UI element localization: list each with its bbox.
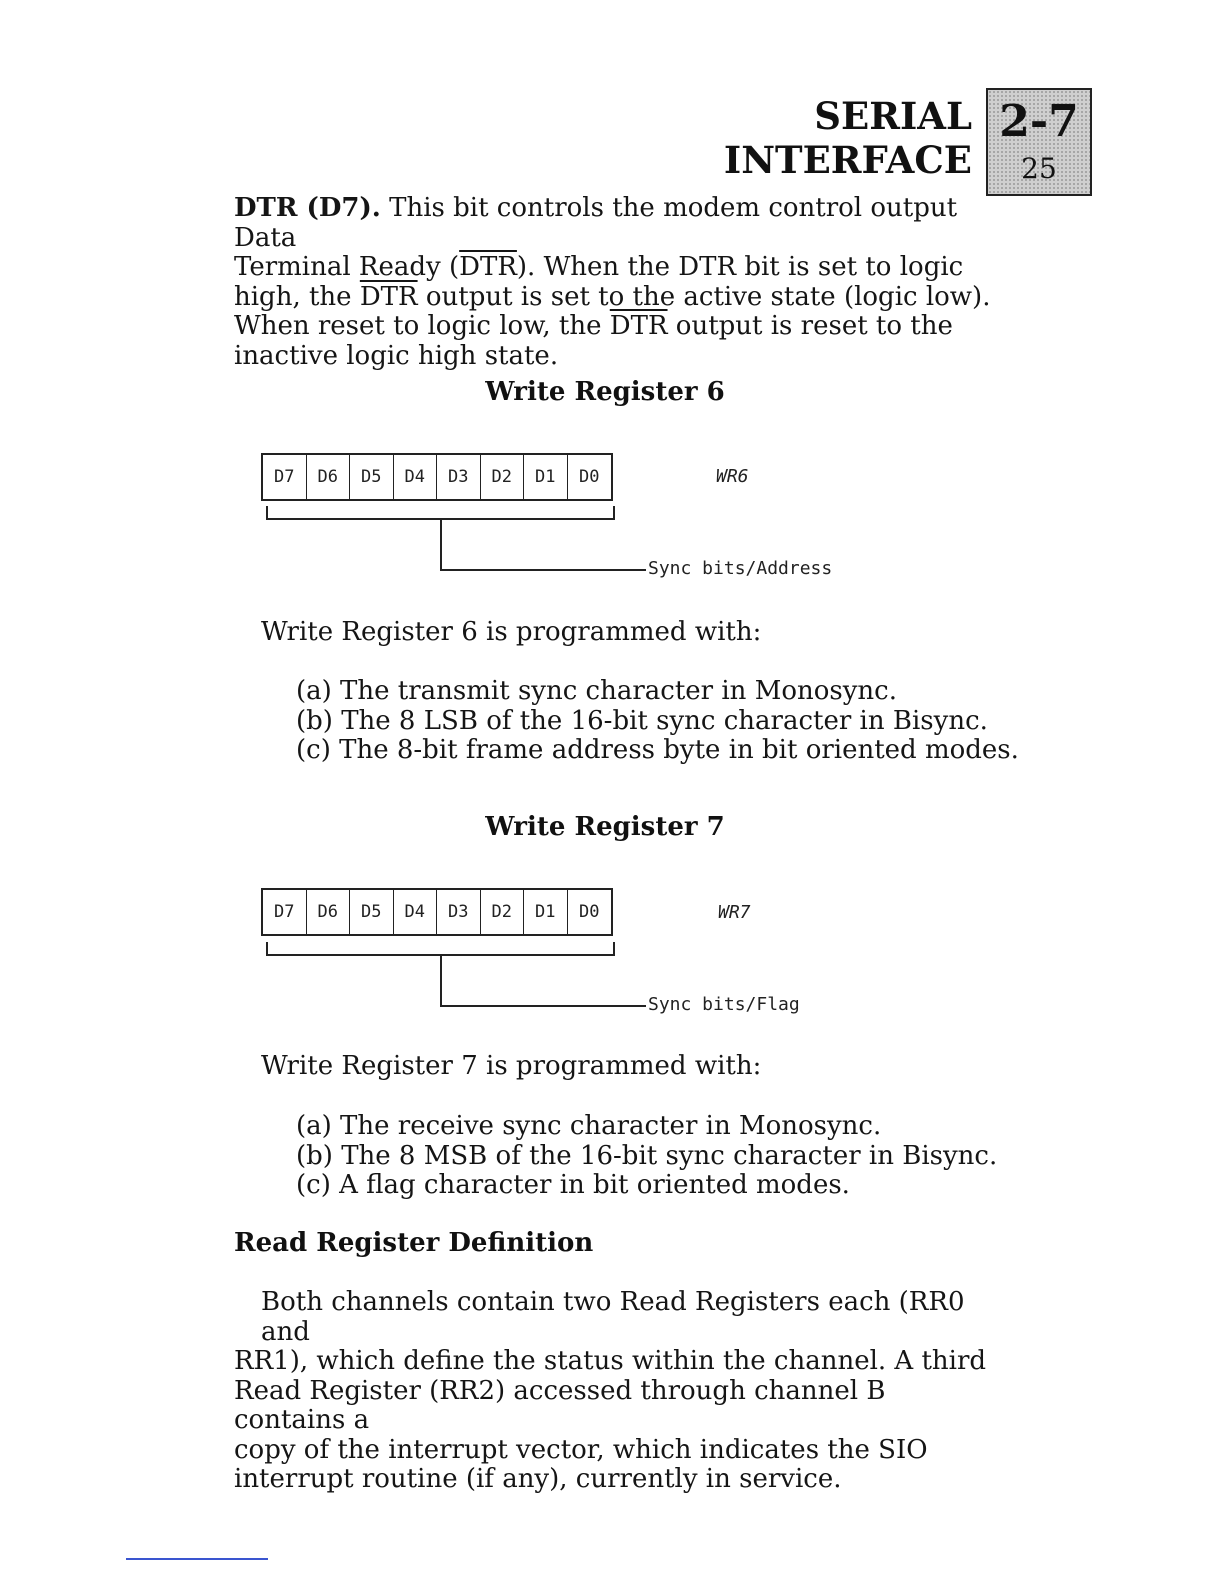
paragraph-line: Both channels contain two Read Registers each (RR0 and [261,1287,965,1347]
paragraph-line: Read Register (RR2) accessed through channel B contains a [234,1375,886,1435]
section-tab [986,88,1092,196]
list-item: (c) The 8-bit frame address byte in bit oriented modes. [296,735,1019,765]
wr7-callout-label: Sync bits/Flag [648,994,800,1015]
dtr-overline: $\overline{DTR}$ [359,281,418,312]
page-title: SERIAL INTERFACE [723,94,972,182]
dtr-overline: $\overline{DTR}$ [609,311,668,341]
list-item: (b) The 8 LSB of the 16-bit sync character in Bisync. [296,705,988,736]
wr6-heading: Write Register 6 [485,377,725,407]
bit-cell: D4 [394,890,438,934]
callout-leader [440,569,646,571]
dtr-lead: DTR (D7). [234,193,381,223]
wr6-register-id: WR6 [716,466,749,487]
wr6-callout-label: Sync bits/Address [648,558,833,579]
bit-cell: D0 [579,467,600,487]
wr7-list [296,1112,997,1201]
wr7-register-id: WR7 [718,902,751,923]
list-item: (a) The transmit sync character in Monosync. [296,676,897,706]
callout-leader [440,1005,646,1007]
wr6-register-diagram [261,453,613,501]
footer-rule [126,1558,268,1560]
dtr-line-2: Terminal Ready $(\overline{DTR})$. When the DTR bit is set to logic [234,252,964,282]
page-number: 25 [1021,152,1057,185]
section-number: 2-7 [999,96,1079,147]
callout-stem [440,518,442,570]
bit-cell: D5 [350,890,394,934]
read-register-heading: Read Register Definition [234,1228,594,1258]
read-register-paragraph [234,1288,994,1495]
bit-cell: D3 [437,890,481,934]
wr7-register-diagram [261,888,613,936]
wr7-heading: Write Register 7 [485,812,725,842]
paragraph-line: copy of the interrupt vector, which indicates the SIO [234,1434,928,1465]
wr6-intro: Write Register 6 is programmed with: [261,617,762,647]
bit-cell: D3 [437,455,481,499]
dtr-paragraph [234,194,994,371]
bit-cell: D7 [263,890,307,934]
bit-cell: D7 [263,455,307,499]
bit-cell: D1 [524,455,568,499]
list-item: (c) A flag character in bit oriented modes. [296,1170,850,1200]
dtr-overline: $\overline{DTR}$ [459,252,517,282]
bit-cell: D6 [307,455,351,499]
bit-cell: D5 [350,455,394,499]
bit-cell: D4 [394,455,438,499]
paragraph-line: RR1), which define the status within the channel. A third [234,1346,987,1376]
dtr-line-4: When reset to logic low, the $\overline{DTR}$ output is reset to the [234,311,953,341]
dtr-line-3: high, the $\overline{DTR}$ output is set to the active state (logic low). [234,281,991,312]
dtr-line-1: DTR (D7). This bit controls the modem control output Data [234,193,958,253]
paragraph-line: interrupt routine (if any), currently in service. [234,1464,842,1494]
bit-cell: D2 [481,890,525,934]
bit-cell: D1 [524,890,568,934]
bit-cell: D6 [307,890,351,934]
wr6-list [296,677,1019,766]
dtr-line-5: inactive logic high state. [234,340,559,371]
list-item: (a) The receive sync character in Monosync. [296,1111,882,1141]
list-item: (b) The 8 MSB of the 16-bit sync character in Bisync. [296,1140,998,1171]
bit-cell: D0 [579,902,600,922]
callout-stem [440,954,442,1006]
wr7-intro: Write Register 7 is programmed with: [261,1051,762,1081]
bit-cell: D2 [481,455,525,499]
